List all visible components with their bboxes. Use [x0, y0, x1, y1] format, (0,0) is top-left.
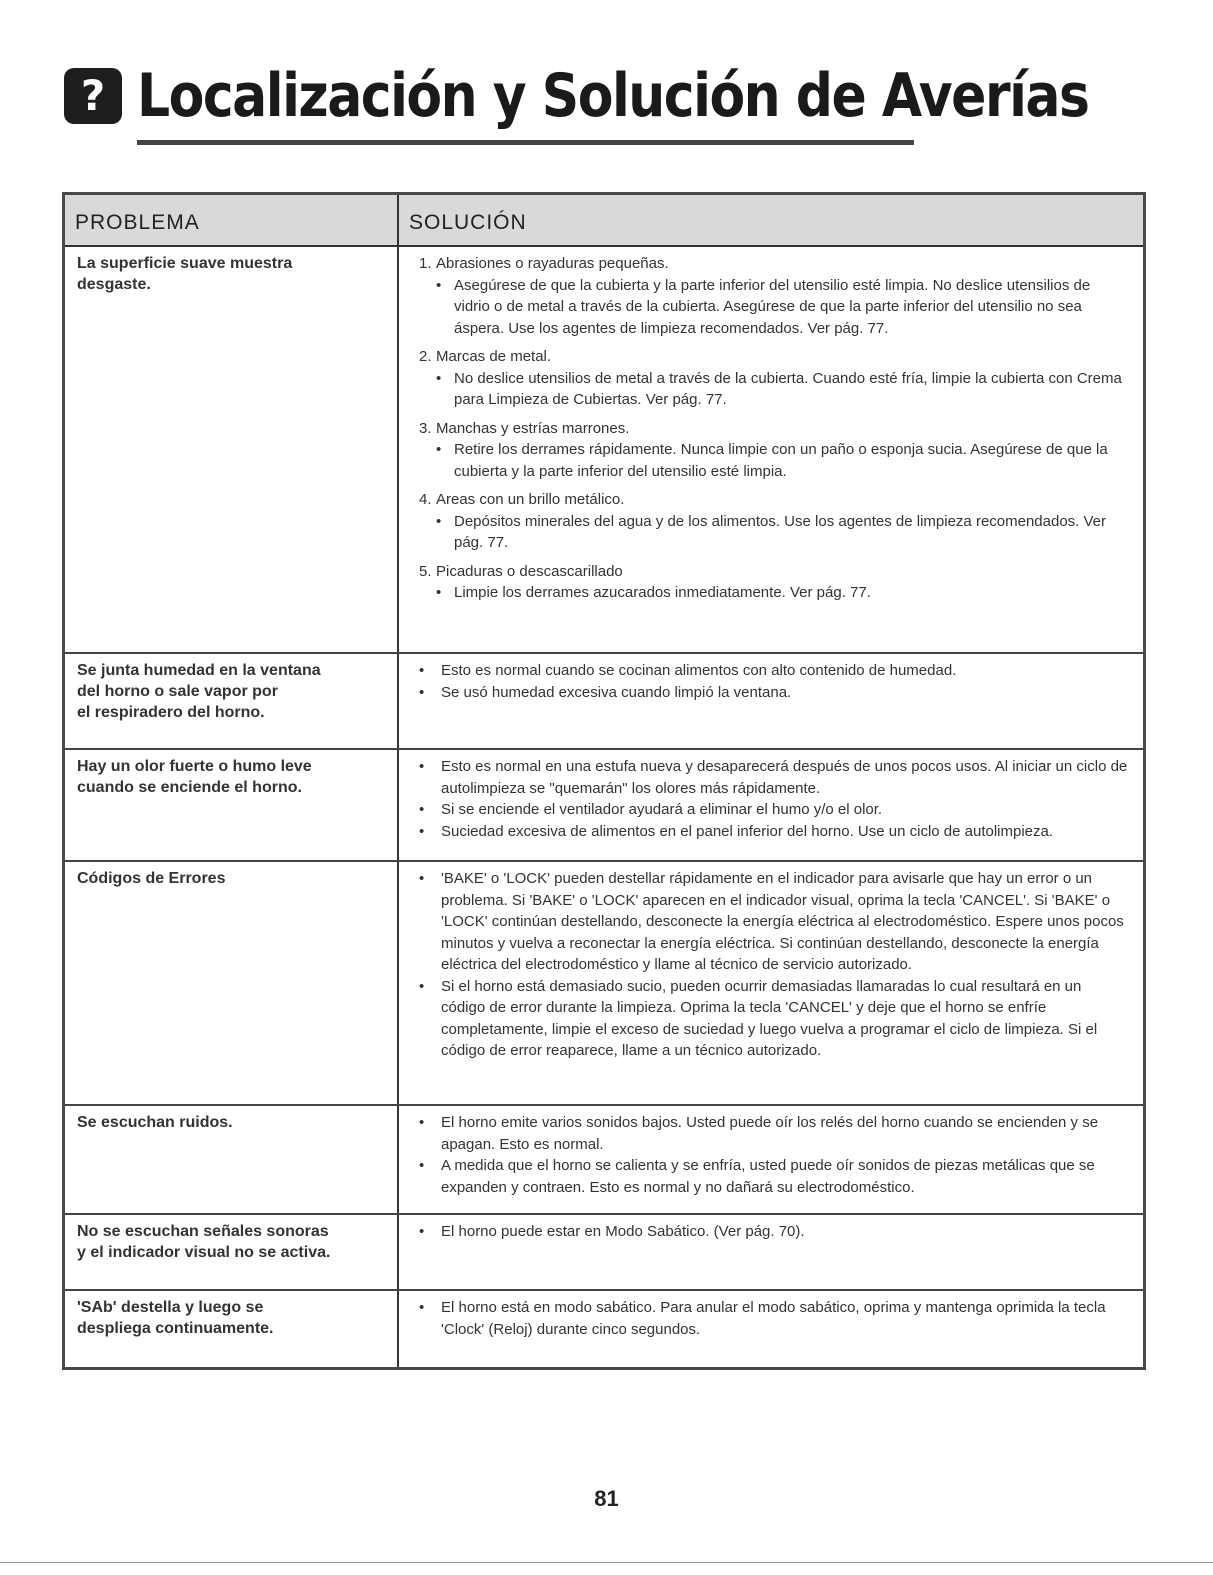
- bullet-icon: •: [436, 369, 442, 387]
- bullet-icon: •: [419, 683, 425, 701]
- solution-text: El horno emite varios sonidos bajos. Usted puede oír los relés del horno cuando se encienden y se apagan. Esto es normal.: [441, 1114, 1099, 1153]
- item-number: 2.: [419, 348, 432, 365]
- troubleshooting-table: [62, 192, 1146, 1370]
- bullet-icon: •: [419, 822, 425, 840]
- solution-item: [419, 561, 1129, 604]
- solution-cell: [399, 247, 1143, 652]
- table-row: [65, 654, 1143, 750]
- question-icon: ?: [64, 68, 122, 124]
- solution-text: Esto es normal en una estufa nueva y desaparecerá después de unos pocos usos. Al iniciar un ciclo de autolimpieza se "quemarán" los olores más rápidamente.: [441, 758, 1128, 797]
- item-title: Manchas y estrías marrones.: [436, 419, 630, 437]
- column-header-problem: PROBLEMA: [65, 195, 399, 245]
- solution-text: 'BAKE' o 'LOCK' pueden destellar rápidamente en el indicador para avisarle que hay un error o un problema. Si 'BAKE' o 'LOCK' aparecen en el indicador visual, oprima la tecla 'CANCEL'. Si 'BAKE' o 'LOCK' continúan destellando, desconecte la energía eléctrica al electrodoméstico. Espere unos pocos minutos y vuelva a reconectar la energía eléctrica. Si continúan destellando, desconecte la energía eléctrica del electrodoméstico y llame al técnico de servicio autorizado.: [441, 870, 1124, 973]
- solution-text: Si se enciende el ventilador ayudará a eliminar el humo y/o el olor.: [441, 801, 883, 818]
- page-number: 81: [594, 1486, 619, 1511]
- solution-text: El horno está en modo sabático. Para anular el modo sabático, oprima y mantenga oprimida la tecla 'Clock' (Reloj) durante cinco segundos.: [441, 1299, 1106, 1338]
- bullet-icon: •: [419, 662, 425, 679]
- problem-cell: Códigos de Errores: [65, 862, 399, 1104]
- solution-cell: [399, 1106, 1143, 1213]
- table-row: [65, 247, 1143, 654]
- problem-cell: No se escuchan señales sonoras y el indicador visual no se activa.: [65, 1215, 399, 1289]
- bullet-icon: •: [436, 441, 442, 458]
- footer-rule: [0, 1562, 1213, 1563]
- solution-item: [419, 418, 1129, 483]
- bullet-icon: •: [419, 1299, 425, 1316]
- problem-cell: Hay un olor fuerte o humo leve cuando se enciende el horno.: [65, 750, 399, 860]
- bullet-icon: •: [436, 276, 442, 294]
- item-number: 4.: [419, 491, 432, 508]
- bullet-icon: •: [419, 1114, 425, 1131]
- solution-text: Se usó humedad excesiva cuando limpió la ventana.: [441, 683, 792, 701]
- item-detail: No deslice utensilios de metal a través de la cubierta. Cuando esté fría, limpie la cubierta con Crema para Limpieza de Cubiertas. Ver pág. 77.: [454, 369, 1122, 408]
- item-number: 3.: [419, 419, 432, 437]
- solution-text: Si el horno está demasiado sucio, pueden ocurrir demasiadas llamaradas lo cual resultará en un código de error durante la limpieza. Oprima la tecla 'CANCEL' y deje que el horno se enfríe completamente, limpie el exceso de suciedad y luego vuelva a programar el ciclo de limpieza. Si el código de error reaparece, llame a un técnico autorizado.: [441, 977, 1098, 1059]
- solution-cell: [399, 862, 1143, 1104]
- solution-cell: [399, 654, 1143, 748]
- item-detail: Asegúrese de que la cubierta y la parte inferior del utensilio esté limpia. No deslice utensilios de vidrio o de metal a través de la cubierta. Asegúrese de que la parte inferior del utensilio no sea áspera. Use los agentes de limpieza recomendados. Ver pág. 77.: [454, 276, 1091, 337]
- problem-cell: 'SAb' destella y luego se despliega continuamente.: [65, 1291, 399, 1367]
- table-row: [65, 750, 1143, 862]
- problem-cell: La superficie suave muestra desgaste.: [65, 247, 399, 652]
- item-title: Areas con un brillo metálico.: [436, 491, 625, 508]
- problem-cell: Se escuchan ruidos.: [65, 1106, 399, 1213]
- solution-cell: [399, 1291, 1143, 1367]
- item-title: Marcas de metal.: [436, 348, 552, 365]
- item-number: 5.: [419, 562, 432, 580]
- solution-text: Esto es normal cuando se cocinan alimentos con alto contenido de humedad.: [441, 662, 957, 679]
- item-number: 1.: [419, 255, 432, 272]
- bullet-icon: •: [419, 977, 425, 995]
- solution-cell: [399, 750, 1143, 860]
- item-detail: Depósitos minerales del agua y de los alimentos. Use los agentes de limpieza recomendados. Ver pág. 77.: [454, 512, 1107, 551]
- bullet-icon: •: [419, 870, 425, 887]
- table-row: [65, 1215, 1143, 1291]
- column-header-solution: SOLUCIÓN: [409, 211, 527, 234]
- problem-cell: Se junta humedad en la ventana del horno o sale vapor por el respiradero del horno.: [65, 654, 399, 748]
- solution-item: [419, 489, 1129, 554]
- table-row: [65, 862, 1143, 1106]
- item-title: Picaduras o descascarillado: [436, 562, 623, 580]
- bullet-icon: •: [436, 512, 442, 530]
- solution-text: A medida que el horno se calienta y se enfría, usted puede oír sonidos de piezas metálicas que se expanden y contraen. Esto es normal y no dañará su electrodoméstico.: [441, 1157, 1095, 1196]
- solution-cell: [399, 1215, 1143, 1289]
- solution-text: Suciedad excesiva de alimentos en el panel inferior del horno. Use un ciclo de autolimpieza.: [441, 822, 1054, 840]
- title-underline: [137, 140, 914, 145]
- table-header: [65, 195, 1143, 247]
- bullet-icon: •: [419, 1223, 425, 1240]
- table-row: [65, 1291, 1143, 1367]
- solution-item: [419, 253, 1129, 339]
- item-detail: Retire los derrames rápidamente. Nunca limpie con un paño o esponja sucia. Asegúrese de que la cubierta y la parte inferior del utensilio esté limpia.: [454, 441, 1108, 480]
- item-title: Abrasiones o rayaduras pequeñas.: [436, 255, 669, 272]
- bullet-icon: •: [419, 758, 425, 775]
- solution-text: El horno puede estar en Modo Sabático. (Ver pág. 70).: [441, 1223, 805, 1240]
- bullet-icon: •: [419, 1157, 425, 1174]
- page-header: [62, 56, 1089, 151]
- table-row: [65, 1106, 1143, 1215]
- solution-item: [419, 346, 1129, 411]
- item-detail: Limpie los derrames azucarados inmediatamente. Ver pág. 77.: [454, 584, 871, 601]
- bullet-icon: •: [436, 584, 442, 601]
- bullet-icon: •: [419, 801, 425, 818]
- page-title: Localización y Solución de Averías: [137, 62, 1089, 131]
